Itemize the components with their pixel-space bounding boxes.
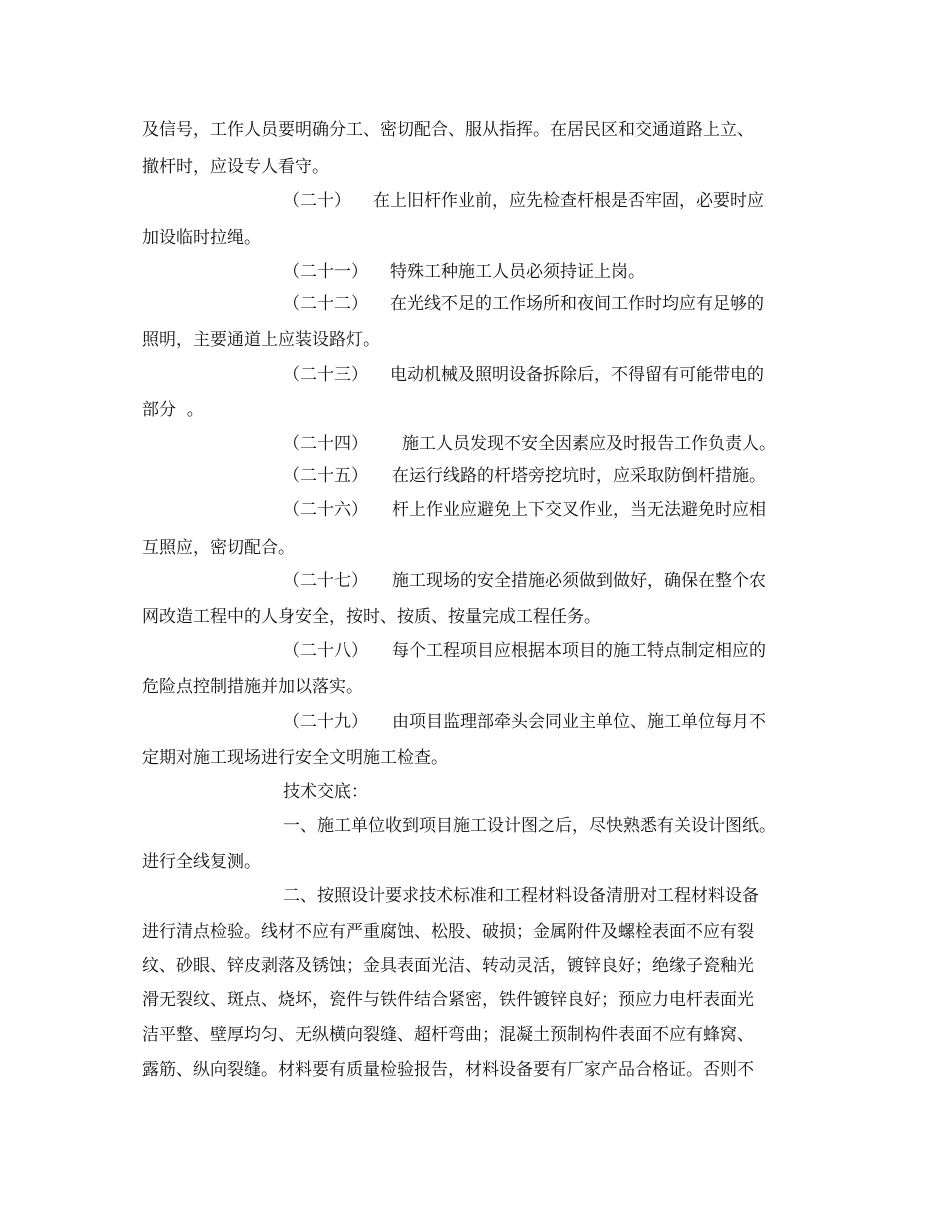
item-text: 施工人员发现不安全因素应及时报告工作负责人。 <box>402 434 776 454</box>
item-text: 电动机械及照明设备拆除后，不得留有可能带电的 <box>390 365 764 385</box>
paragraph-line: 部分 。 <box>142 400 204 420</box>
list-item-27 <box>283 571 766 591</box>
paragraph-line: 网改造工程中的人身安全，按时、按质、按量完成工程任务。 <box>142 607 601 627</box>
item-number: （二十八） <box>283 641 368 661</box>
item-number: （二十一） <box>283 262 368 282</box>
list-item-21 <box>283 262 645 282</box>
item-text: 在运行线路的杆塔旁挖坑时，应采取防倒杆措施。 <box>392 466 766 486</box>
item-text: 在光线不足的工作场所和夜间工作时均应有足够的 <box>390 294 764 314</box>
item-number: （二十二） <box>283 294 368 314</box>
item-number: （二十三） <box>283 365 368 385</box>
paragraph-line: 洁平整、壁厚均匀、无纵横向裂缝、超杆弯曲；混凝土预制构件表面不应有蜂窝、 <box>142 1025 754 1045</box>
item-text: 杆上作业应避免上下交叉作业，当无法避免时应相 <box>392 500 766 520</box>
list-item-24 <box>283 434 776 454</box>
paragraph-line: 进行全线复测。 <box>142 852 261 872</box>
paragraph-line: 加设临时拉绳。 <box>142 228 261 248</box>
list-item-29 <box>283 712 766 732</box>
paragraph-line: 定期对施工现场进行安全文明施工检查。 <box>142 748 448 768</box>
tech-item-2: 二、按照设计要求技术标准和工程材料设备清册对工程材料设备 <box>283 886 759 906</box>
item-text: 施工现场的安全措施必须做到做好，确保在整个农 <box>392 571 766 591</box>
tech-item-1: 一、施工单位收到项目施工设计图之后，尽快熟悉有关设计图纸。 <box>283 816 776 836</box>
paragraph-line: 照明，主要通道上应装设路灯。 <box>142 330 380 350</box>
list-item-20 <box>283 191 764 211</box>
item-number: （二十四） <box>283 434 368 454</box>
item-number: （二十五） <box>283 466 368 486</box>
paragraph-line: 互照应，密切配合。 <box>142 538 295 558</box>
item-number: （二十） <box>283 191 351 211</box>
item-text: 由项目监理部牵头会同业主单位、施工单位每月不 <box>392 712 766 732</box>
list-item-26 <box>283 500 766 520</box>
paragraph-line: 及信号，工作人员要明确分工、密切配合、服从指挥。在居民区和交通道路上立、 <box>142 120 754 140</box>
paragraph-line: 危险点控制措施并加以落实。 <box>142 677 363 697</box>
paragraph-line: 撤杆时，应设专人看守。 <box>142 157 329 177</box>
paragraph-line: 露筋、纵向裂缝。材料要有质量检验报告，材料设备要有厂家产品合格证。否则不 <box>142 1060 754 1080</box>
item-number: （二十七） <box>283 571 368 591</box>
item-text: 每个工程项目应根据本项目的施工特点制定相应的 <box>392 641 766 661</box>
item-number: （二十六） <box>283 500 368 520</box>
list-item-22 <box>283 294 764 314</box>
paragraph-line: 滑无裂纹、斑点、烧坏，瓷件与铁件结合紧密，铁件镀锌良好；预应力电杆表面光 <box>142 990 754 1010</box>
paragraph-line: 进行清点检验。线材不应有严重腐蚀、松股、破损；金属附件及螺栓表面不应有裂 <box>142 922 754 942</box>
section-heading: 技术交底： <box>283 782 368 802</box>
item-text: 特殊工种施工人员必须持证上岗。 <box>390 262 645 282</box>
item-number: （二十九） <box>283 712 368 732</box>
list-item-23 <box>283 365 764 385</box>
list-item-28 <box>283 641 766 661</box>
paragraph-line: 纹、砂眼、锌皮剥落及锈蚀；金具表面光洁、转动灵活，镀锌良好；绝缘子瓷釉光 <box>142 956 754 976</box>
item-text: 在上旧杆作业前，应先检查杆根是否牢固，必要时应 <box>373 191 764 211</box>
list-item-25 <box>283 466 766 486</box>
